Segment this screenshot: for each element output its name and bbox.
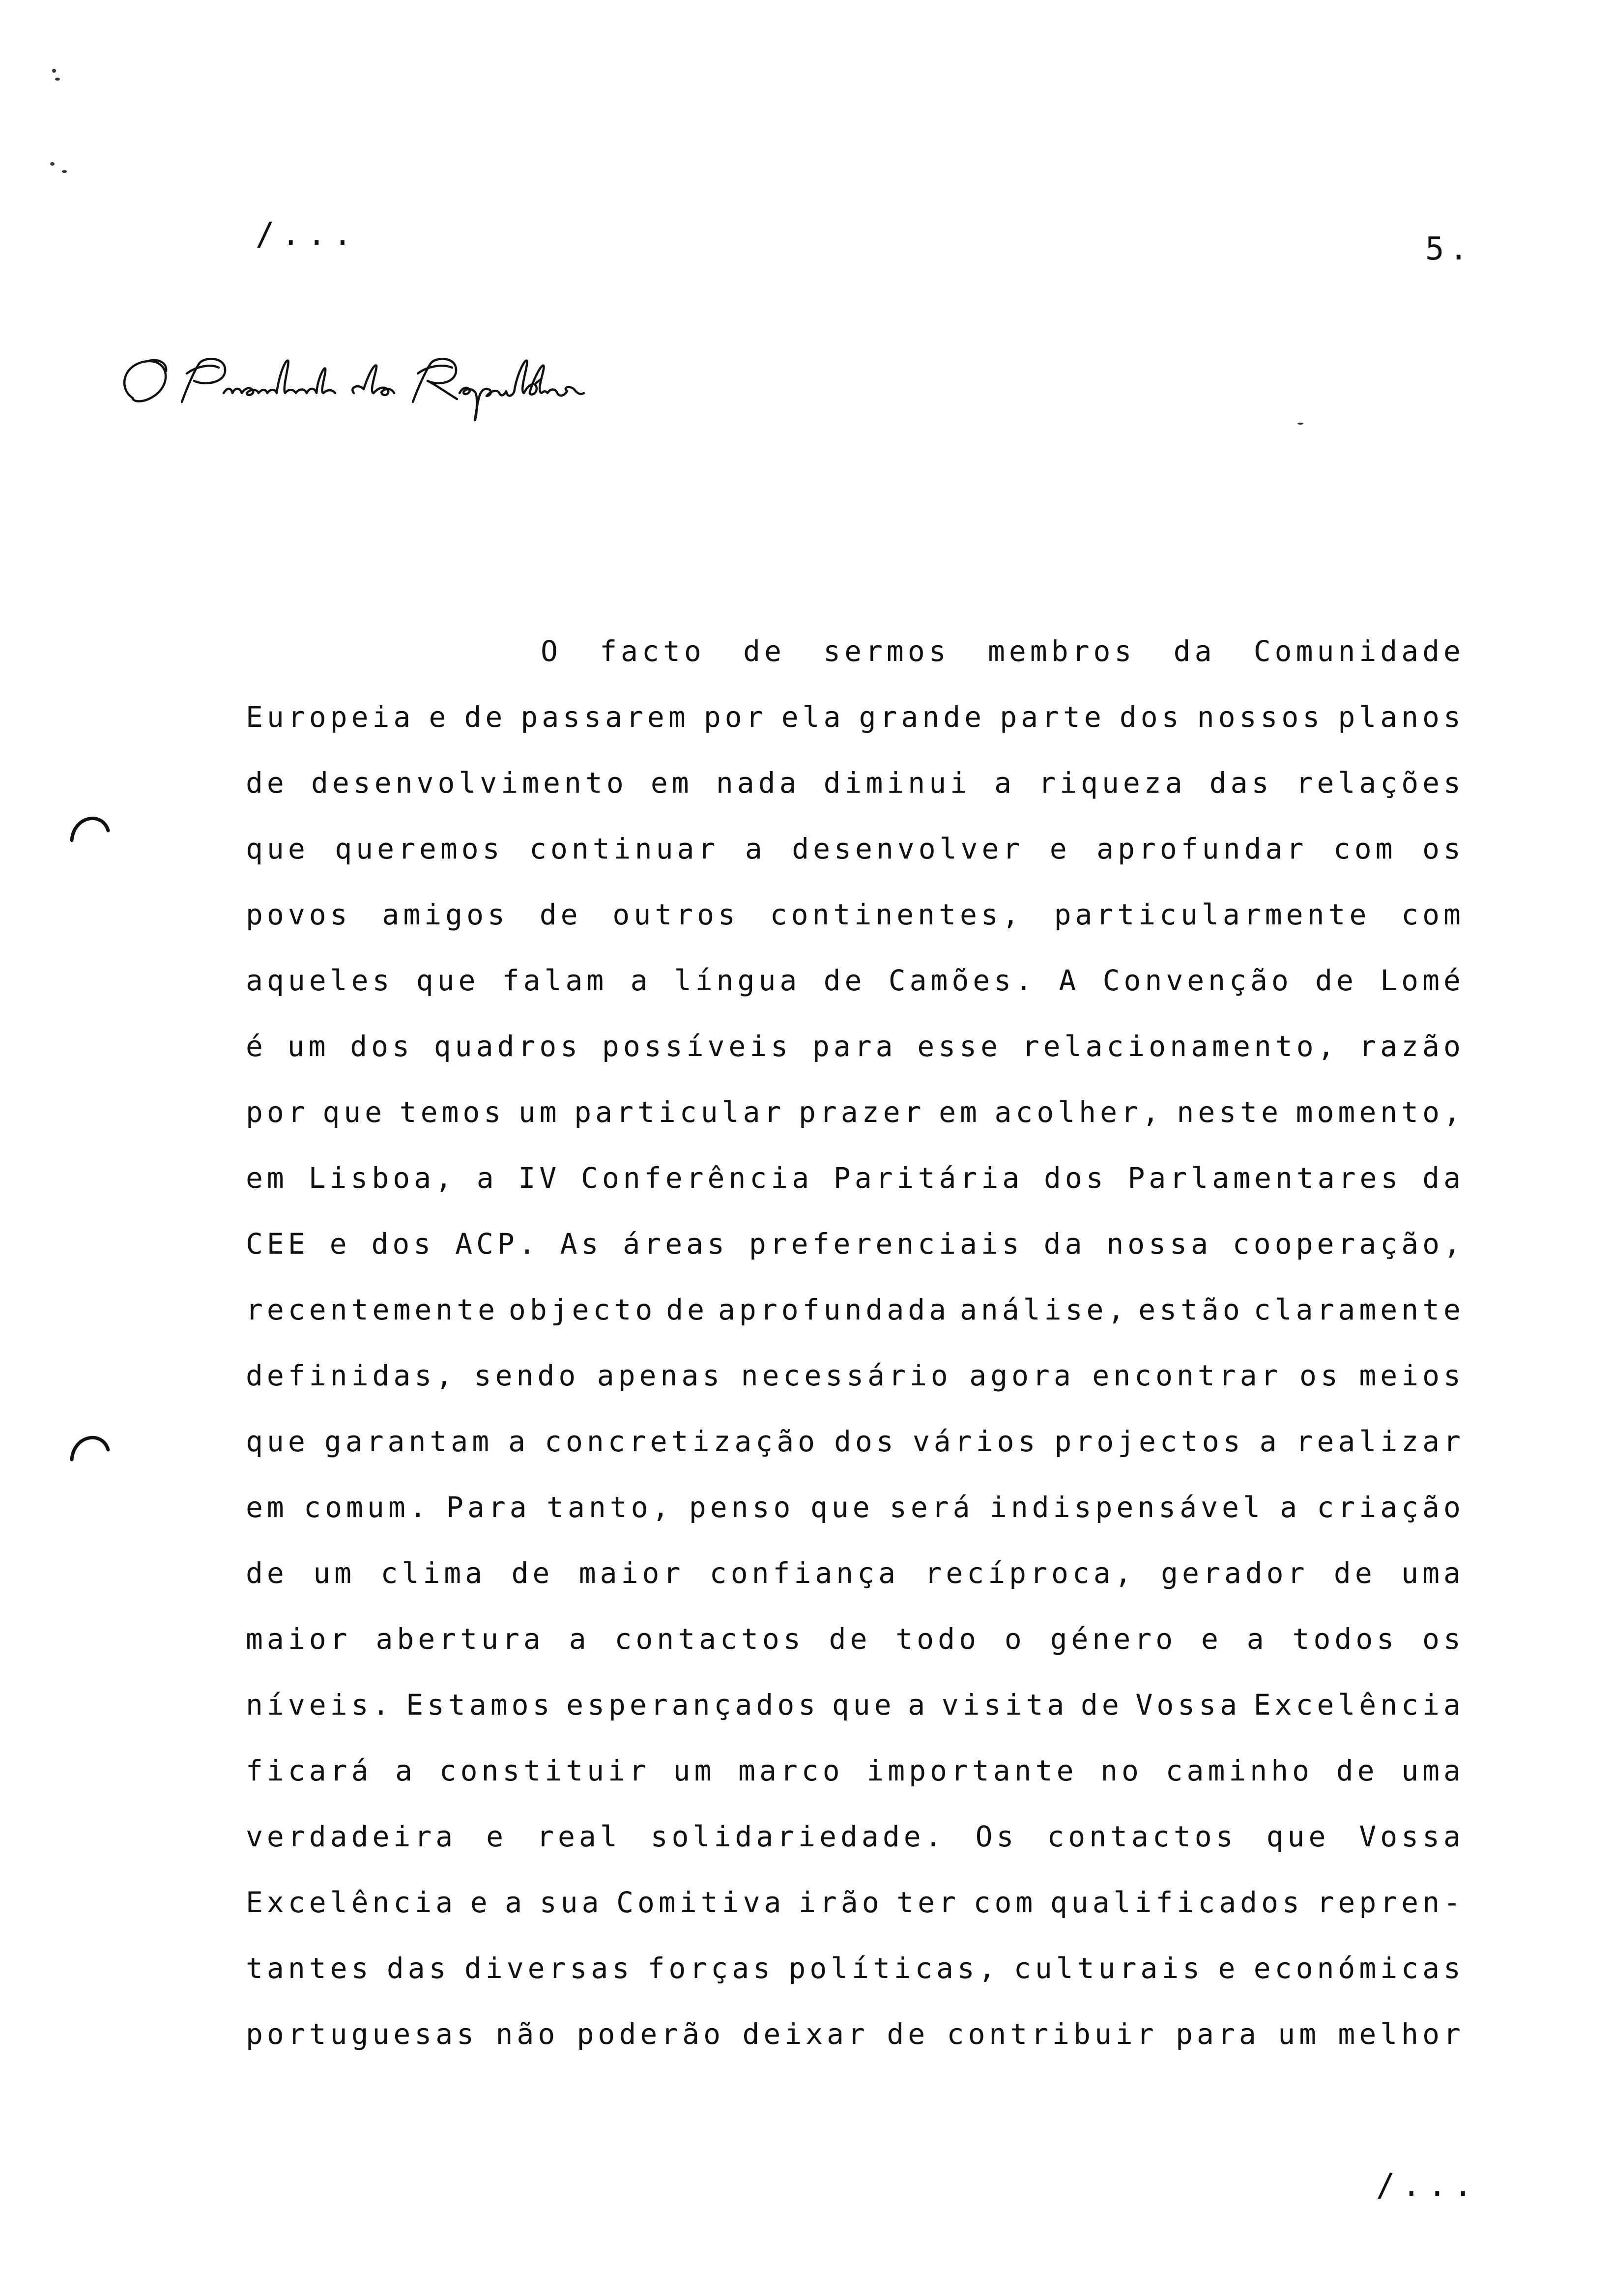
word: ACP. [455,1227,540,1261]
word: análise, [959,1293,1129,1326]
word: A [1059,964,1080,997]
word: constituir [439,1754,650,1787]
word: culturais [1013,1952,1204,1985]
word: tanto, [547,1491,673,1524]
punch-hole-mark [68,806,112,845]
word: e [470,1886,491,1919]
word: de [743,634,785,668]
word: que [246,832,309,865]
word: esse [917,1030,1002,1063]
text-line [246,1029,1465,1095]
word: que [246,1425,309,1458]
text-line [246,1885,1465,1951]
word: estão [1138,1293,1244,1326]
word: de [539,898,582,931]
word: quadros [433,1030,582,1063]
word: Camões. [888,964,1036,997]
word: nada [716,766,801,800]
word: género [1050,1622,1177,1656]
letterhead-logo [113,344,703,423]
scan-speck [50,162,55,166]
word: vários [912,1425,1039,1458]
word: razão [1359,1030,1465,1063]
page-number: 5. [1425,231,1473,267]
word: a [1259,1425,1281,1458]
continuation-marker-bottom: /... [1376,2167,1480,2204]
word: Vossa [1359,1820,1465,1853]
word: de [511,1556,554,1590]
word: temos [399,1095,505,1129]
text-line [246,1358,1465,1424]
word: preferenciais [748,1227,1023,1261]
word: abertura [375,1622,545,1656]
presidential-script-letterhead [113,344,703,423]
scan-speck [1297,423,1303,425]
word: Parlamentares [1127,1161,1402,1195]
text-line [246,897,1465,963]
word: poderão [576,2017,725,2051]
word: grande [859,700,986,734]
word: e [486,1820,508,1853]
word: projectos [1054,1425,1244,1458]
word: todos [1292,1622,1398,1656]
word: caminho [1165,1754,1314,1787]
word: relacionamento, [1022,1030,1339,1063]
word: em [650,766,693,800]
word: ter [896,1886,960,1919]
word: importante [866,1754,1078,1787]
word: de [887,2017,929,2051]
word: solidariedade. [650,1820,946,1853]
word: que [832,1688,895,1722]
word: diversas [464,1952,633,1985]
word: comum. [304,1491,431,1524]
word: visita [941,1688,1068,1722]
word: por [246,1095,309,1129]
word: encontrar [1092,1359,1282,1392]
word: de [829,1622,871,1656]
word: a [476,1161,498,1195]
word: Lisboa, [308,1161,457,1195]
word: a [395,1754,417,1787]
word: possíveis [602,1030,792,1063]
word: tantes [246,1952,373,1985]
word: recíproca, [924,1556,1136,1590]
word: apenas [597,1359,724,1392]
word: repren- [1317,1886,1465,1919]
word: diminui [823,766,972,800]
word: a [505,1886,526,1919]
word: em [246,1161,288,1195]
word: maior [246,1622,351,1656]
text-line [246,1556,1465,1622]
word: forças [647,1952,775,1985]
word: verdadeira [246,1820,457,1853]
word: a [994,766,1016,800]
continuation-marker-top: /... [256,216,359,253]
word: com [1401,898,1465,931]
text-line [246,1951,1465,2017]
word: continentes, [770,898,1023,931]
word: penso [689,1491,795,1524]
word: é [246,1030,267,1063]
word: continuar [529,832,720,865]
word: neste [1177,1095,1283,1129]
letter-body [246,634,1465,2083]
word: de [823,964,866,997]
text-line [246,1095,1465,1161]
word: recentemente [246,1293,499,1326]
word: aprofundar [1096,832,1308,865]
word: aprofundada [718,1293,950,1326]
word: Paritária [833,1161,1024,1195]
punch-hole-mark [68,1425,112,1464]
word: realizar [1295,1425,1465,1458]
word: irão [798,1886,883,1919]
word: cooperação, [1232,1227,1465,1261]
word: a [630,964,652,997]
word: marco [738,1754,844,1787]
word: a [745,832,766,865]
word: Lomé [1380,964,1465,997]
word: língua [674,964,801,997]
word: um [1278,2017,1321,2051]
word: de [1333,1556,1376,1590]
word: áreas [623,1227,728,1261]
word: Excelência [1253,1688,1465,1722]
word: com [1333,832,1397,865]
word: o [1004,1622,1026,1656]
word: definidas, [246,1359,457,1392]
word: e [329,1227,351,1261]
word: outros [612,898,739,931]
word: ficará [246,1754,373,1787]
word: a [1246,1622,1268,1656]
word: económicas [1253,1952,1465,1985]
word: os [1422,832,1465,865]
word: concretização [545,1425,819,1458]
text-line [246,634,1465,700]
word: clima [380,1556,487,1590]
word: queremos [335,832,504,865]
word: todo [895,1622,980,1656]
word: os [1299,1359,1342,1392]
word: riqueza [1038,766,1186,800]
word: As [560,1227,603,1261]
text-line [246,1753,1465,1819]
word: de [464,700,507,734]
word: dos [1043,1161,1107,1195]
word: esperançados [566,1688,820,1722]
word: meios [1359,1359,1465,1392]
word: de [1336,1754,1379,1787]
word: claramente [1253,1293,1465,1326]
word: Conferência [581,1161,813,1195]
word: ela [781,700,845,734]
word: melhor [1338,2017,1465,2051]
word: de [1080,1688,1123,1722]
word: agora [969,1359,1075,1392]
word: e [1049,832,1071,865]
text-line [246,1424,1465,1490]
text-line [246,1490,1465,1556]
word: real [537,1820,621,1853]
word: de [1315,964,1357,997]
word: os [1422,1622,1465,1656]
word: IV [518,1161,561,1195]
word: acolher, [994,1095,1163,1129]
word: por [703,700,767,734]
word: Excelência [246,1886,457,1919]
scan-speck [62,170,67,173]
word: CEE [246,1227,309,1261]
word: parte [1000,700,1105,734]
word: com [973,1886,1037,1919]
text-line [246,1161,1465,1227]
word: e [1218,1952,1239,1985]
word: da [1173,634,1216,668]
word: passarem [520,700,690,734]
word: no [1100,1754,1143,1787]
word: e [429,700,450,734]
word: qualificados [1050,1886,1303,1919]
word: facto [600,634,705,668]
word: a [1280,1491,1301,1524]
word: contribuir [947,2017,1158,2051]
word: que [322,1095,386,1129]
text-line [246,1227,1465,1292]
word: da [1043,1227,1086,1261]
word: maior [578,1556,685,1590]
word: Para [446,1491,531,1524]
text-line [246,1688,1465,1753]
text-line [246,963,1465,1029]
word: membros [987,634,1136,668]
word: indispensável [989,1491,1264,1524]
word: a [569,1622,590,1656]
word: Comunidade [1253,634,1465,668]
word: um [673,1754,716,1787]
word: Comitiva [616,1886,785,1919]
word: desenvolver [792,832,1024,865]
word: necessário [741,1359,952,1392]
word: prazer [799,1095,925,1129]
word: dos [371,1227,435,1261]
word: desenvolvimento [311,766,628,800]
word: das [1209,766,1273,800]
word: a [908,1688,929,1722]
word: será [889,1491,974,1524]
word: gerador [1161,1556,1309,1590]
word: políticas, [788,1952,1000,1985]
word: O [541,634,562,668]
word: dos [1119,700,1183,734]
word: um [313,1556,356,1590]
text-line [246,1292,1465,1358]
word: dos [350,1030,413,1063]
word: que [1266,1820,1330,1853]
text-line [246,766,1465,832]
text-line [246,1622,1465,1688]
word: uma [1401,1754,1465,1787]
text-line [246,2017,1465,2083]
word: sendo [474,1359,580,1392]
word: deixar [742,2017,869,2051]
word: objecto [508,1293,657,1326]
word: sua [539,1886,603,1919]
word: das [386,1952,450,1985]
word: em [939,1095,981,1129]
word: a [508,1425,530,1458]
word: nossa [1106,1227,1212,1261]
word: relações [1295,766,1465,800]
word: para [1176,2017,1260,2051]
word: de [666,1293,709,1326]
text-line [246,832,1465,897]
word: Estamos [406,1688,554,1722]
word: nossos [1197,700,1324,734]
word: em [246,1491,288,1524]
word: particular [574,1095,785,1129]
word: amigos [382,898,509,931]
word: falam [502,964,608,997]
scan-speck [52,69,56,73]
word: planos [1338,700,1465,734]
word: criação [1317,1491,1465,1524]
word: dos [834,1425,897,1458]
word: um [518,1095,561,1129]
word: contactos [614,1622,805,1656]
word: níveis. [246,1688,394,1722]
word: garantam [324,1425,493,1458]
word: Convenção [1102,964,1293,997]
word: povos [246,898,351,931]
word: confiança [709,1556,900,1590]
word: que [416,964,480,997]
word: contactos [1047,1820,1237,1853]
word: que [810,1491,874,1524]
word: Vossa [1135,1688,1241,1722]
text-line [246,700,1465,766]
text-line [246,1819,1465,1885]
word: portuguesas [246,2017,478,2051]
word: e [1201,1622,1222,1656]
word: da [1422,1161,1465,1195]
word: um [287,1030,330,1063]
word: momento, [1295,1095,1465,1129]
scan-speck [55,78,60,81]
word: particularmente [1054,898,1371,931]
word: de [246,766,288,800]
word: não [495,2017,559,2051]
word: uma [1401,1556,1465,1590]
word: sermos [823,634,950,668]
word: de [246,1556,288,1590]
word: Os [975,1820,1018,1853]
word: Europeia [246,700,415,734]
word: aqueles [246,964,394,997]
word: para [812,1030,897,1063]
